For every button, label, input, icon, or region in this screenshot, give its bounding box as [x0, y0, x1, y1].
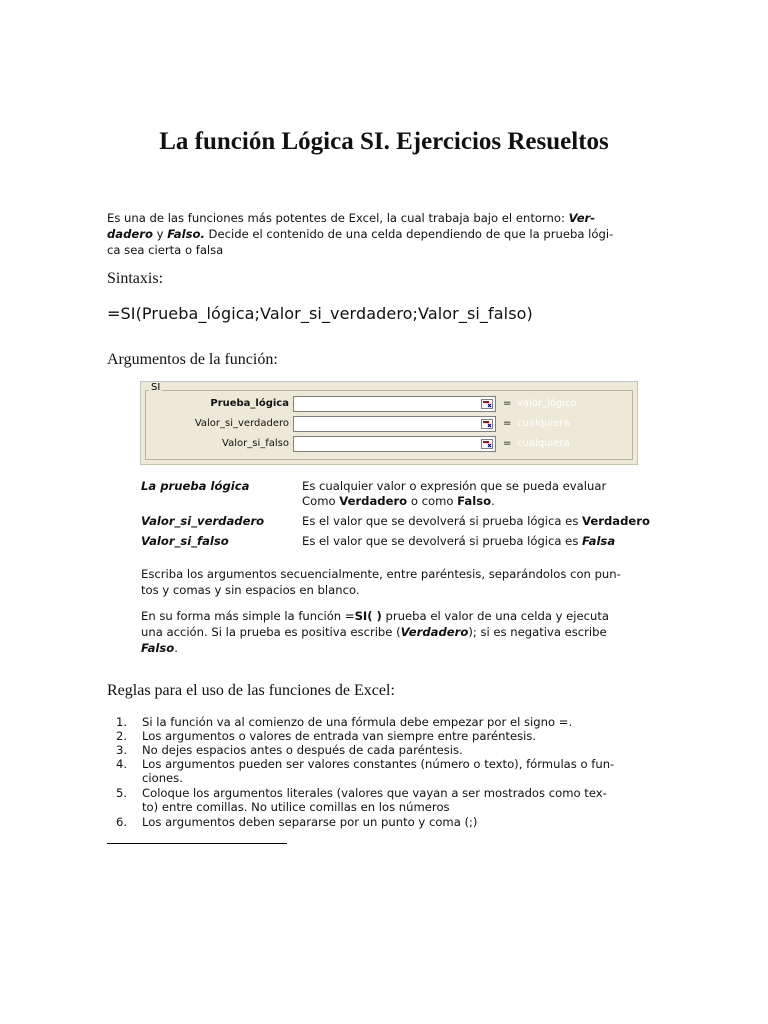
- note-arguments: [141, 566, 681, 598]
- definition-text: Como: [302, 494, 340, 508]
- list-number: 6.: [116, 815, 128, 829]
- intro-paragraph: [107, 210, 667, 258]
- footnote-divider: [107, 843, 287, 844]
- definition-term: La prueba lógica: [141, 479, 250, 493]
- note-emphasis: Falso: [141, 641, 175, 655]
- page-title: La función Lógica SI. Ejercicios Resueltos: [159, 128, 609, 155]
- list-text: Los argumentos deben separarse por un punto y coma (;): [142, 815, 478, 829]
- equals-sign: =: [503, 438, 512, 449]
- dialog-row-prueba-logica: [141, 396, 637, 414]
- valor-si-verdadero-input[interactable]: [293, 416, 496, 432]
- dialog-row-valor-si-verdadero: [141, 416, 637, 434]
- dialog-legend: SI: [151, 382, 161, 393]
- field-label: Valor_si_falso: [222, 438, 289, 449]
- intro-text: ca sea cierta o falsa: [107, 243, 224, 257]
- intro-text: Decide el contenido de una celda dependiendo de que la prueba lógi-: [204, 227, 614, 241]
- result-preview: cualquiera: [517, 438, 570, 449]
- field-label: Prueba_lógica: [210, 398, 289, 409]
- note-emphasis: SI( ): [354, 609, 382, 623]
- list-text: No dejes espacios antes o después de cada paréntesis.: [142, 743, 463, 757]
- equals-sign: =: [503, 398, 512, 409]
- definition-text: Es el valor que se devolverá si prueba lógica es: [302, 514, 583, 528]
- definition-description: [302, 479, 606, 509]
- definition-description: [302, 514, 650, 529]
- intro-emphasis: Ver-: [568, 211, 596, 225]
- note-text: una acción. Si la prueba es positiva escribe (: [141, 625, 401, 639]
- definition-emphasis: Verdadero: [339, 494, 408, 508]
- rules-heading: Reglas para el uso de las funciones de Excel:: [107, 682, 395, 699]
- arguments-heading: Argumentos de la función:: [107, 351, 278, 368]
- definition-text: o como: [407, 494, 458, 508]
- definition-description: [302, 534, 615, 549]
- definition-term: Valor_si_verdadero: [141, 514, 265, 528]
- function-arguments-dialog: [140, 381, 638, 465]
- collapse-dialog-icon[interactable]: [481, 419, 493, 429]
- note-text: Escriba los argumentos secuencialmente, entre paréntesis, separándolos con pun-: [141, 567, 621, 581]
- list-text: to) entre comillas. No utilice comillas en los números: [142, 800, 450, 814]
- collapse-dialog-icon[interactable]: [481, 439, 493, 449]
- dialog-row-valor-si-falso: [141, 436, 637, 454]
- note-text: ); si es negativa escribe: [468, 625, 607, 639]
- prueba-logica-input[interactable]: [293, 396, 496, 412]
- intro-emphasis: Falso.: [167, 227, 205, 241]
- definition-text: Es cualquier valor o expresión que se pueda evaluar: [302, 479, 607, 493]
- list-text: Los argumentos o valores de entrada van siempre entre paréntesis.: [142, 729, 537, 743]
- note-text: prueba el valor de una celda y ejecuta: [381, 609, 610, 623]
- valor-si-falso-input[interactable]: [293, 436, 496, 452]
- definition-text: .: [491, 494, 495, 508]
- definition-text: Es el valor que se devolverá si prueba lógica es: [302, 534, 583, 548]
- result-preview: valor_lógico: [517, 398, 577, 409]
- list-number: 1.: [116, 715, 128, 729]
- intro-text: Es una de las funciones más potentes de Excel, la cual trabaja bajo el entorno:: [107, 211, 569, 225]
- definition-emphasis: Falsa: [582, 534, 616, 548]
- equals-sign: =: [503, 418, 512, 429]
- list-text: Si la función va al comienzo de una fórmula debe empezar por el signo =.: [142, 715, 573, 729]
- list-text: Coloque los argumentos literales (valores que vayan a ser mostrados como tex-: [142, 786, 607, 800]
- list-number: 4.: [116, 757, 128, 771]
- list-number: 5.: [116, 786, 128, 800]
- note-text: .: [174, 641, 178, 655]
- note-simple-form: [141, 608, 681, 656]
- list-text: Los argumentos pueden ser valores constantes (número o texto), fórmulas o fun-: [142, 757, 615, 771]
- list-text: ciones.: [142, 771, 183, 785]
- syntax-formula: =SI(Prueba_lógica;Valor_si_verdadero;Valor_si_falso): [107, 304, 533, 323]
- definition-emphasis: Verdadero: [582, 514, 650, 528]
- intro-text: y: [152, 227, 168, 241]
- field-label: Valor_si_verdadero: [194, 418, 289, 429]
- collapse-dialog-icon[interactable]: [481, 399, 493, 409]
- intro-emphasis: dadero: [107, 227, 153, 241]
- syntax-label: Sintaxis:: [107, 270, 164, 287]
- definition-term: Valor_si_falso: [141, 534, 229, 548]
- note-text: tos y comas y sin espacios en blanco.: [141, 583, 360, 597]
- result-preview: cualquiera: [517, 418, 570, 429]
- list-number: 2.: [116, 729, 128, 743]
- list-number: 3.: [116, 743, 128, 757]
- definition-emphasis: Falso: [457, 494, 492, 508]
- note-text: En su forma más simple la función =: [141, 609, 355, 623]
- note-emphasis: Verdadero: [400, 625, 469, 639]
